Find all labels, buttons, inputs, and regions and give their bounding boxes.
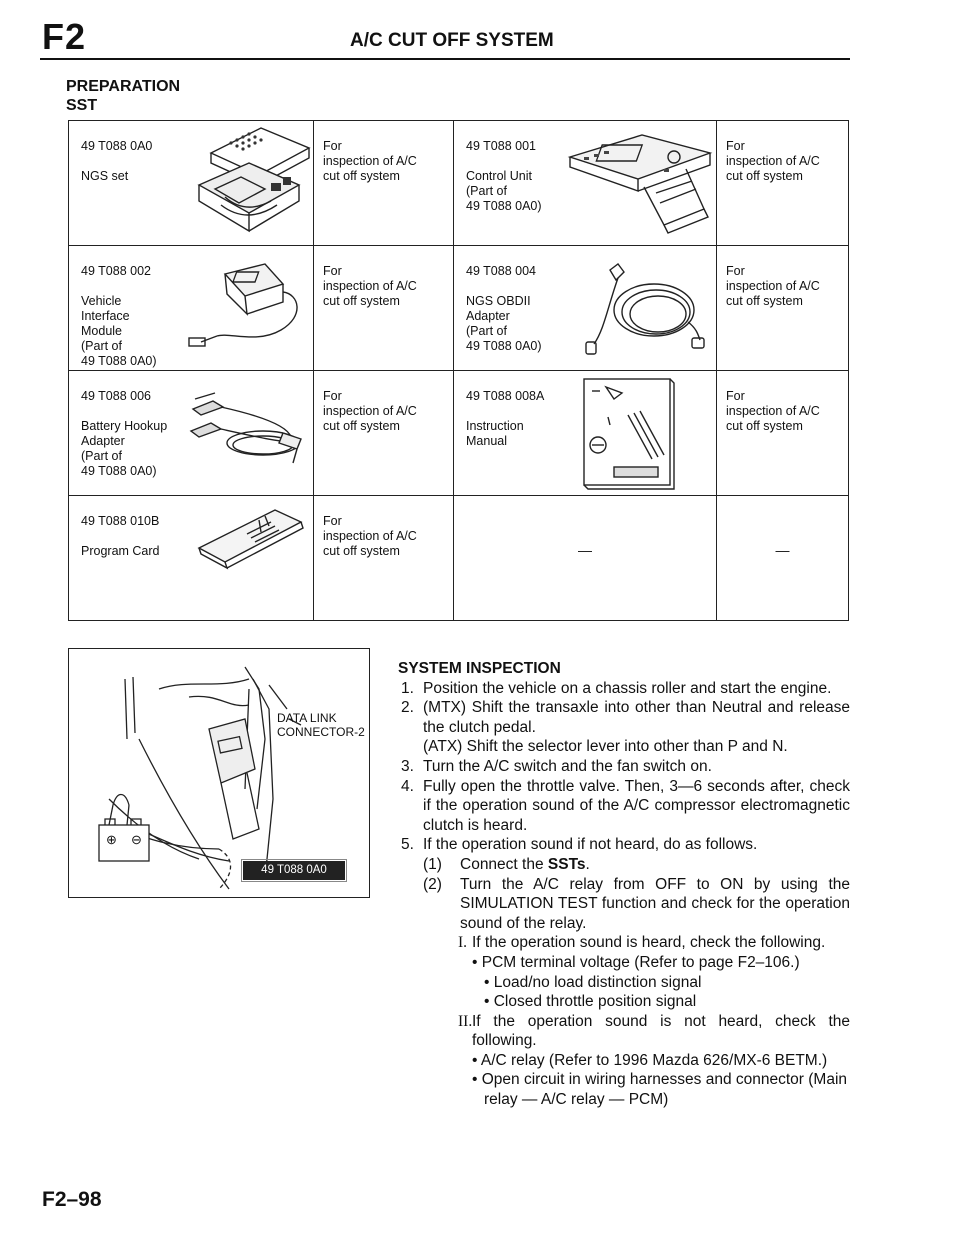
- sst-purpose-cell: [314, 121, 454, 246]
- bullet-item: • Closed throttle position signal: [484, 993, 697, 1011]
- table-row: [69, 371, 849, 496]
- sst-item-cell: [454, 121, 717, 246]
- sst-table: [68, 120, 849, 621]
- sst-purpose-cell: [717, 371, 849, 496]
- sst-item-text: 49 T088 010B Program Card: [81, 514, 160, 558]
- sst-subtitle: SST: [66, 97, 98, 114]
- sst-purpose-cell: [314, 496, 454, 621]
- list-item: 4. Fully open the throttle valve. Then, 3—6 seconds after, check if the operation sound of the A/C compressor electromagnetic clutch is heard.: [401, 777, 850, 834]
- program-card-illustration: [195, 504, 307, 582]
- sst-item-text: 49 T088 002 Vehicle Interface Module (Part of 49 T088 0A0): [81, 264, 157, 368]
- sst-purpose-text: For inspection of A/C cut off system: [726, 264, 820, 308]
- sst-purpose-text: For inspection of A/C cut off system: [323, 514, 417, 558]
- sst-purpose-text: For inspection of A/C cut off system: [323, 389, 417, 433]
- system-inspection: [398, 659, 850, 1110]
- table-row: [69, 121, 849, 246]
- battery-plus-icon: ⊕: [106, 832, 117, 847]
- sst-item-text: 49 T088 0A0 NGS set: [81, 139, 153, 183]
- sst-purpose-text: For inspection of A/C cut off system: [726, 389, 820, 433]
- sst-purpose-text: For inspection of A/C cut off system: [726, 139, 820, 183]
- battery-minus-icon: ⊖: [131, 832, 142, 847]
- battery-clamp-cable-illustration: [187, 385, 311, 477]
- tool-label-badge: 49 T088 0A0: [243, 861, 345, 880]
- empty-dash: —: [578, 542, 592, 558]
- sst-purpose-cell: [717, 246, 849, 371]
- sst-empty-cell: [454, 496, 717, 621]
- case-item: II. If the operation sound is not heard, check the following.: [458, 1012, 850, 1050]
- sst-purpose-text: For inspection of A/C cut off system: [323, 264, 417, 308]
- sub-list-item: (2) Turn the A/C relay from OFF to ON by using the SIMULATION TEST function and check for the operation sound of the relay.: [423, 875, 850, 932]
- bullet-item: • A/C relay (Refer to 1996 Mazda 626/MX-6 BETM.): [472, 1051, 828, 1069]
- case-item: I. If the operation sound is heard, check the following.: [458, 934, 826, 952]
- bullet-item: • PCM terminal voltage (Refer to page F2–106.): [472, 953, 800, 971]
- preparation-title: PREPARATION: [66, 78, 181, 95]
- connector-label-line1: DATA LINK: [277, 711, 337, 725]
- table-row: [69, 496, 849, 621]
- sst-purpose-cell: [717, 121, 849, 246]
- vehicle-interface-module-illustration: [187, 260, 309, 356]
- sst-item-cell: [69, 496, 314, 621]
- connection-diagram: [68, 648, 370, 898]
- sst-empty-purpose-cell: [717, 496, 849, 621]
- page-title: A/C CUT OFF SYSTEM: [350, 30, 554, 51]
- sst-item-cell: [69, 371, 314, 496]
- section-heading: SYSTEM INSPECTION: [398, 660, 561, 677]
- sst-item-cell: [454, 246, 717, 371]
- sst-item-cell: [69, 246, 314, 371]
- list-item: 2. (MTX) Shift the transaxle into other than Neutral and release the clutch pedal.: [401, 699, 850, 736]
- list-item-continuation: (ATX) Shift the selector lever into other than P and N.: [423, 738, 788, 756]
- table-row: [69, 246, 849, 371]
- preparation-heading: [66, 77, 180, 115]
- page-number: F2–98: [42, 1188, 102, 1211]
- section-code: F2: [42, 16, 87, 57]
- bullet-item: • Load/no load distinction signal: [484, 973, 702, 991]
- empty-dash: —: [775, 542, 790, 558]
- obd-adapter-cable-illustration: [574, 260, 709, 360]
- list-item: 1. Position the vehicle on a chassis roller and start the engine.: [401, 679, 832, 697]
- sst-item-text: 49 T088 001 Control Unit (Part of 49 T088 0A0): [466, 139, 542, 213]
- ngs-set-case-illustration: [191, 123, 311, 241]
- connector-label: [277, 711, 365, 739]
- sst-purpose-cell: [314, 371, 454, 496]
- sst-purpose-cell: [314, 246, 454, 371]
- sst-item-cell: [69, 121, 314, 246]
- instruction-manual-illustration: [578, 375, 678, 493]
- title-rule: [40, 58, 850, 60]
- sst-purpose-text: For inspection of A/C cut off system: [323, 139, 417, 183]
- control-unit-illustration: [564, 129, 714, 237]
- sst-item-text: 49 T088 008A Instruction Manual: [466, 389, 545, 448]
- vehicle-connection-illustration: [69, 649, 369, 897]
- sub-list-item: (1) Connect the SSTs.: [423, 855, 590, 873]
- list-item: 5. If the operation sound if not heard, do as follows.: [401, 836, 758, 854]
- bullet-item: • Open circuit in wiring harnesses and connector (Main relay — A/C relay — PCM): [472, 1071, 848, 1109]
- sst-item-text: 49 T088 004 NGS OBDII Adapter (Part of 49 T088 0A0): [466, 264, 542, 353]
- sst-item-text: 49 T088 006 Battery Hookup Adapter (Part of 49 T088 0A0): [81, 389, 168, 478]
- sst-item-cell: [454, 371, 717, 496]
- connector-label-line2: CONNECTOR-2: [277, 725, 365, 739]
- list-item: 3. Turn the A/C switch and the fan switch on.: [401, 757, 712, 775]
